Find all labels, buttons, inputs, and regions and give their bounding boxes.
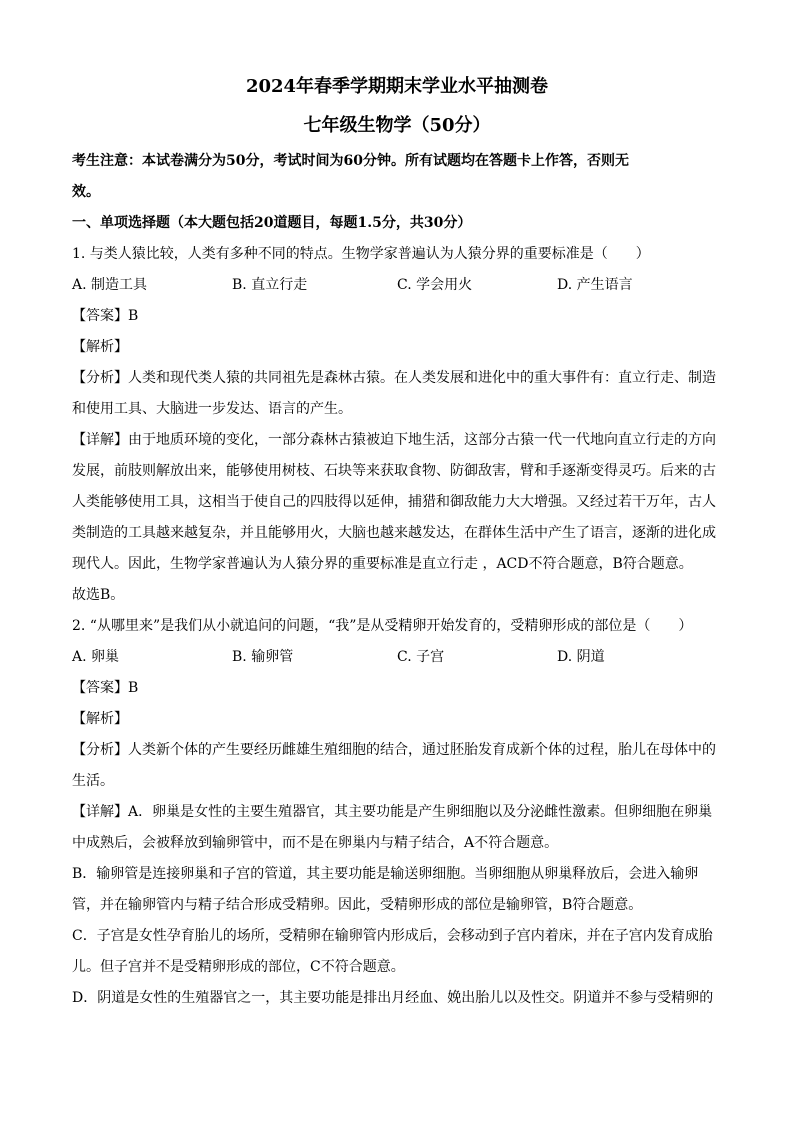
option-d-explanation: D．阴道是女性的生殖器官之一，其主要功能是排出月经血、娩出胎儿以及性交。阴道并不参与受精卵的 [72, 990, 714, 1006]
question-1-stem: 1. 与类人猿比较，人类有多种不同的特点。生物学家普遍认为人猿分界的重要标准是（ ） [72, 246, 650, 262]
option-c-explanation: C．子宫是女性孕育胎儿的场所，受精卵在输卵管内形成后，会移动到子宫内着床，并在子宫内发育成胎 [72, 928, 713, 944]
page-subtitle: 七年级生物学（50分） [303, 115, 491, 136]
xiangjie-line: 类制造的工具越来越复杂，并且能够用火，大脑也越来越发达，在群体生活中产生了语言，逐渐的进化成 [72, 525, 716, 541]
option-a: A. 制造工具 [72, 277, 148, 293]
question-2-stem: 2. “从哪里来”是我们从小就追问的问题，“我”是从受精卵开始发育的，受精卵形成的部位是（ ） [72, 618, 693, 634]
notice-line: 效。 [72, 184, 100, 200]
option-a: A. 卵巢 [72, 649, 120, 665]
document-body [72, 146, 722, 1014]
question-1-options [72, 270, 722, 301]
analysis-label: 【解析】 [72, 711, 128, 727]
option-c: C. 学会用火 [397, 277, 473, 293]
option-c-explanation: 儿。但子宫并不是受精卵形成的部位，C不符合题意。 [72, 959, 405, 975]
conclusion-line: 故选B。 [72, 587, 125, 603]
section-heading: 一、单项选择题（本大题包括20道题目，每题1.5分，共30分） [72, 215, 472, 231]
option-c: C. 子宫 [397, 649, 445, 665]
answer-label: 【答案】B [72, 308, 139, 324]
exam-notice [72, 146, 722, 208]
option-d: D. 阴道 [557, 649, 605, 665]
option-b: B. 输卵管 [232, 649, 294, 665]
fenxi-line: 生活。 [72, 773, 114, 789]
fenxi-line: 【分析】人类和现代类人猿的共同祖先是森林古猿。在人类发展和进化中的重大事件有：直立行走、制造 [72, 370, 716, 386]
option-b-explanation: 管，并在输卵管内与精子结合形成受精卵。因此，受精卵形成的部位是输卵管，B符合题意。 [72, 897, 643, 913]
page-title: 2024年春季学期期末学业水平抽测卷 [245, 76, 549, 97]
option-b: B. 直立行走 [232, 277, 308, 293]
fenxi-line: 和使用工具、大脑进一步发达、语言的产生。 [72, 401, 352, 417]
answer-label: 【答案】B [72, 680, 139, 696]
xiangjie-line: 中成熟后，会被释放到输卵管中，而不是在卵巢内与精子结合，A不符合题意。 [72, 835, 559, 851]
xiangjie-line: 【详解】A．卵巢是女性的主要生殖器官，其主要功能是产生卵细胞以及分泌雌性激素。但卵细胞在卵巢 [72, 804, 713, 820]
xiangjie-line: 发展，前肢则解放出来，能够使用树枝、石块等来获取食物、防御敌害，臂和手逐渐变得灵巧。后来的古 [72, 463, 716, 479]
xiangjie-line: 【详解】由于地质环境的变化，一部分森林古猿被迫下地生活，这部分古猿一代一代地向直立行走的方向 [72, 432, 716, 448]
xiangjie-line: 现代人。因此，生物学家普遍认为人猿分界的重要标准是直立行走 ，ACD不符合题意，B符合题意。 [72, 556, 693, 572]
analysis-label: 【解析】 [72, 339, 128, 355]
question-2-options [72, 642, 722, 673]
notice-line: 考生注意：本试卷满分为50分，考试时间为60分钟。所有试题均在答题卡上作答，否则无 [72, 153, 629, 169]
xiangjie-line: 人类能够使用工具，这相当于使自己的四肢得以延伸，捕猎和御敌能力大大增强。又经过若干万年，古人 [72, 494, 716, 510]
option-b-explanation: B．输卵管是连接卵巢和子宫的管道，其主要功能是输送卵细胞。当卵细胞从卵巢释放后，会进入输卵 [72, 866, 699, 882]
fenxi-line: 【分析】人类新个体的产生要经历雌雄生殖细胞的结合，通过胚胎发育成新个体的过程，胎儿在母体中的 [72, 742, 716, 758]
option-d: D. 产生语言 [557, 277, 633, 293]
